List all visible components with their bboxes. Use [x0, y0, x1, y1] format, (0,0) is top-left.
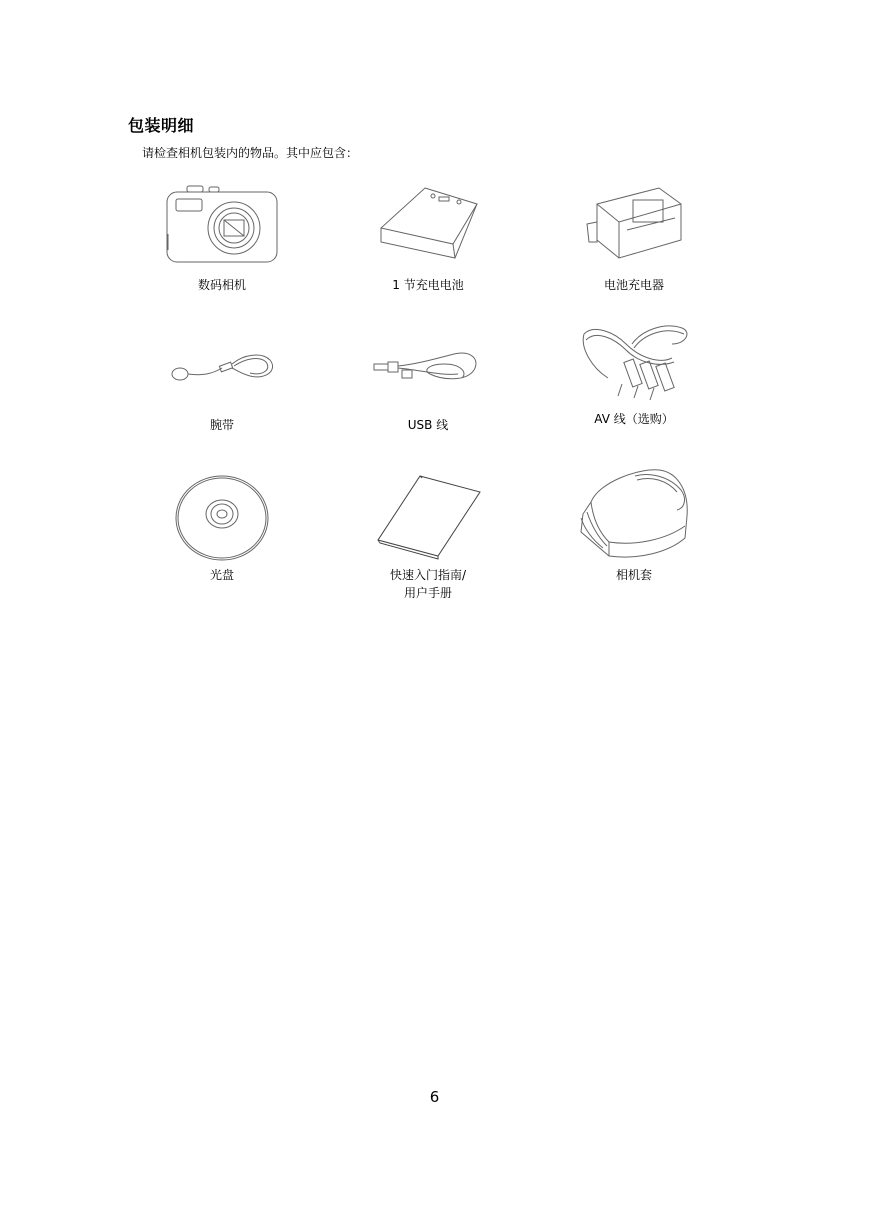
package-item-av	[534, 318, 734, 428]
item-label-pouch: 相机套	[615, 568, 652, 582]
section-title: 包装明细	[128, 116, 195, 135]
item-label-av: AV 线（选购）	[594, 412, 674, 426]
package-item-battery	[328, 184, 528, 294]
package-item-camera	[122, 184, 322, 294]
battery-charger-icon	[579, 184, 689, 266]
item-label-battery: 1 节充电电池	[392, 278, 464, 292]
item-label-camera: 数码相机	[197, 278, 246, 292]
package-item-usb	[328, 324, 528, 434]
usb-cable-icon	[368, 324, 488, 406]
rechargeable-battery-icon	[373, 184, 483, 266]
item-label-cd: 光盘	[209, 568, 234, 582]
package-item-pouch	[534, 462, 734, 584]
item-label-manual: 快速入门指南/ 用户手册	[389, 568, 467, 600]
package-item-cd	[122, 472, 322, 584]
item-label-usb: USB 线	[407, 418, 449, 432]
page-number: 6	[429, 1088, 440, 1106]
package-item-manual	[328, 472, 528, 602]
cd-rom-icon	[162, 472, 282, 562]
wrist-strap-icon	[162, 324, 282, 406]
package-item-charger	[534, 184, 734, 294]
av-cable-icon	[574, 318, 694, 406]
camera-pouch-icon	[569, 462, 699, 562]
item-label-charger: 电池充电器	[603, 278, 664, 292]
item-label-strap: 腕带	[209, 418, 234, 432]
user-manual-icon	[368, 472, 488, 562]
intro-text: 请检查相机包装内的物品。其中应包含：	[142, 146, 359, 160]
digital-camera-icon	[162, 184, 282, 266]
package-item-strap	[122, 324, 322, 434]
